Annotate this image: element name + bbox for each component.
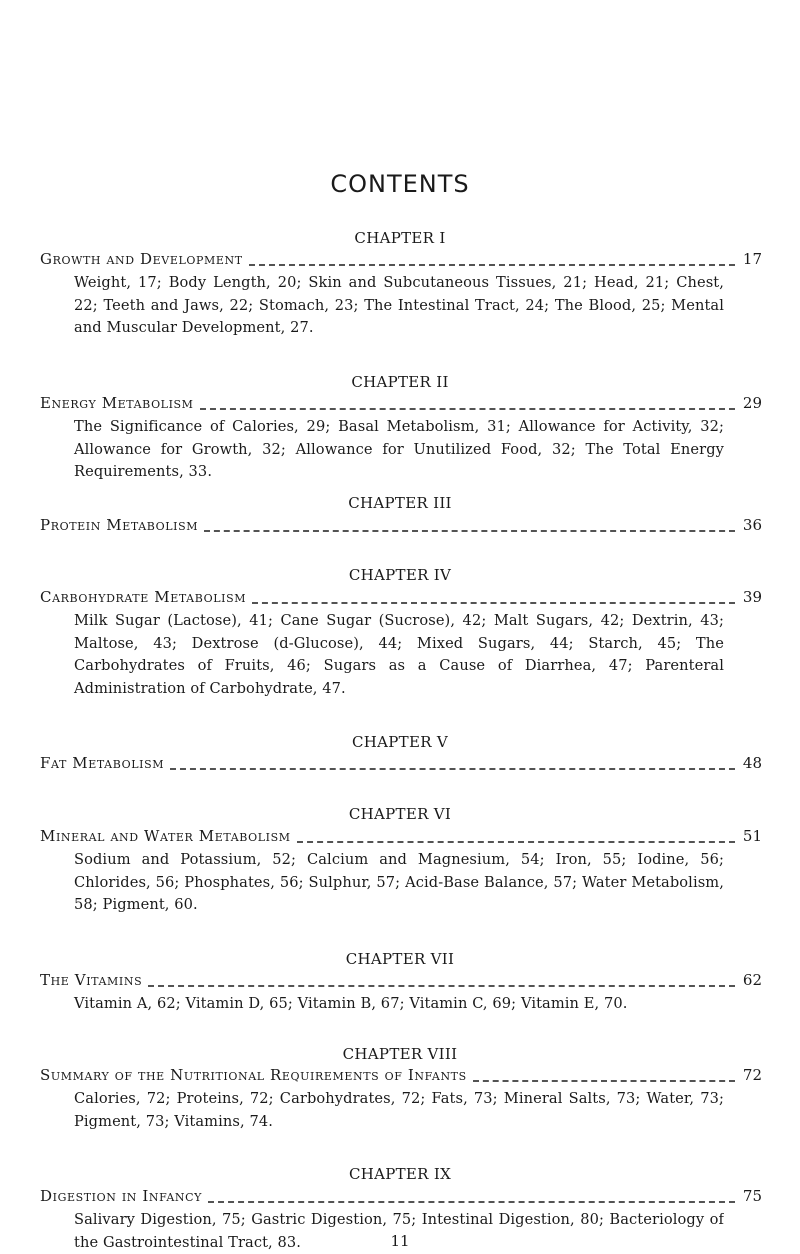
entry-title: Carbohydrate Metabolism — [40, 588, 247, 606]
toc-entry[interactable] — [40, 250, 762, 272]
toc-entry[interactable] — [40, 516, 762, 538]
toc-entry[interactable] — [40, 1187, 762, 1209]
dot-leader — [473, 1080, 735, 1082]
toc-entry[interactable] — [40, 971, 762, 993]
toc-entry[interactable] — [40, 588, 762, 610]
entry-description: Weight, 17; Body Length, 20; Skin and Subcutaneous Tissues, 21; Head, 21; Chest, 22; Teeth and Jaws, 22; Stomach, 23; The Intestinal Tract, 24; The Blood, 25; Mental and Muscular Development, 27. — [74, 274, 724, 336]
entry-description: Sodium and Potassium, 52; Calcium and Magnesium, 54; Iron, 55; Iodine, 56; Chlorides, 56; Phosphates, 56; Sulphur, 57; Acid-Base Balance, 57; Water Metabolism, 58; Pigment, 60. — [74, 851, 724, 913]
chapter-heading: CHAPTER III — [348, 494, 452, 512]
dot-leader — [249, 264, 735, 266]
entry-page-number: 51 — [742, 827, 762, 845]
entry-page-number: 36 — [742, 516, 762, 534]
dot-leader — [297, 841, 735, 843]
entry-title: Summary of the Nutritional Requirements of Infants — [40, 1066, 467, 1084]
toc-entry[interactable] — [40, 827, 762, 849]
entry-title: Protein Metabolism — [40, 516, 199, 534]
chapter-heading: CHAPTER VI — [348, 805, 452, 823]
entry-page-number: 62 — [742, 971, 762, 989]
dot-leader — [170, 768, 735, 770]
entry-title: Fat Metabolism — [40, 754, 165, 772]
entry-page-number: 39 — [742, 588, 762, 606]
entry-page-number: 17 — [742, 250, 762, 268]
entry-page-number: 75 — [742, 1187, 762, 1205]
entry-description: The Significance of Calories, 29; Basal Metabolism, 31; Allowance for Activity, 32; Allowance for Growth, 32; Allowance for Unutilized Food, 32; The Total Energy Requirements, 33. — [74, 418, 724, 480]
toc-entry[interactable] — [40, 394, 762, 416]
entry-title: Growth and Development — [40, 250, 243, 268]
entry-title: The Vitamins — [40, 971, 143, 989]
dot-leader — [252, 602, 735, 604]
entry-title: Digestion in Infancy — [40, 1187, 203, 1205]
entry-description: Vitamin A, 62; Vitamin D, 65; Vitamin B, 67; Vitamin C, 69; Vitamin E, 70. — [74, 995, 628, 1012]
chapter-heading: CHAPTER IX — [348, 1165, 452, 1183]
page-number: 11 — [390, 1232, 410, 1250]
toc-entry[interactable] — [40, 754, 762, 776]
page-title: CONTENTS — [330, 170, 470, 198]
entry-page-number: 29 — [742, 394, 762, 412]
chapter-heading: CHAPTER V — [351, 733, 449, 751]
chapter-heading: CHAPTER IV — [348, 566, 452, 584]
chapter-heading: CHAPTER VIII — [342, 1045, 458, 1063]
toc-entry[interactable] — [40, 1066, 762, 1088]
entry-description: Salivary Digestion, 75; Gastric Digestion, 75; Intestinal Digestion, 80; Bacteriology of the Gastrointestinal Tract, 83. — [74, 1211, 724, 1251]
chapter-heading: CHAPTER II — [351, 373, 449, 391]
entry-page-number: 48 — [742, 754, 762, 772]
entry-description: Calories, 72; Proteins, 72; Carbohydrates, 72; Fats, 73; Mineral Salts, 73; Water, 73; Pigment, 73; Vitamins, 74. — [74, 1090, 724, 1130]
chapter-heading: CHAPTER I — [354, 229, 446, 247]
entry-description: Milk Sugar (Lactose), 41; Cane Sugar (Sucrose), 42; Malt Sugars, 42; Dextrin, 43; Maltose, 43; Dextrose (d-Glucose), 44; Mixed Sugars, 44; Starch, 45; The Carbohydrates of Fruits, 46; Sugars as a Cause of Diarrhea, 47; Parenteral Administration of Carbohydrate, 47. — [74, 612, 724, 697]
dot-leader — [204, 530, 735, 532]
entry-page-number: 72 — [742, 1066, 762, 1084]
chapter-heading: CHAPTER VII — [345, 950, 455, 968]
entry-title: Energy Metabolism — [40, 394, 194, 412]
entry-title: Mineral and Water Metabolism — [40, 827, 291, 845]
dot-leader — [208, 1201, 735, 1203]
dot-leader — [200, 408, 735, 410]
dot-leader — [148, 985, 735, 987]
